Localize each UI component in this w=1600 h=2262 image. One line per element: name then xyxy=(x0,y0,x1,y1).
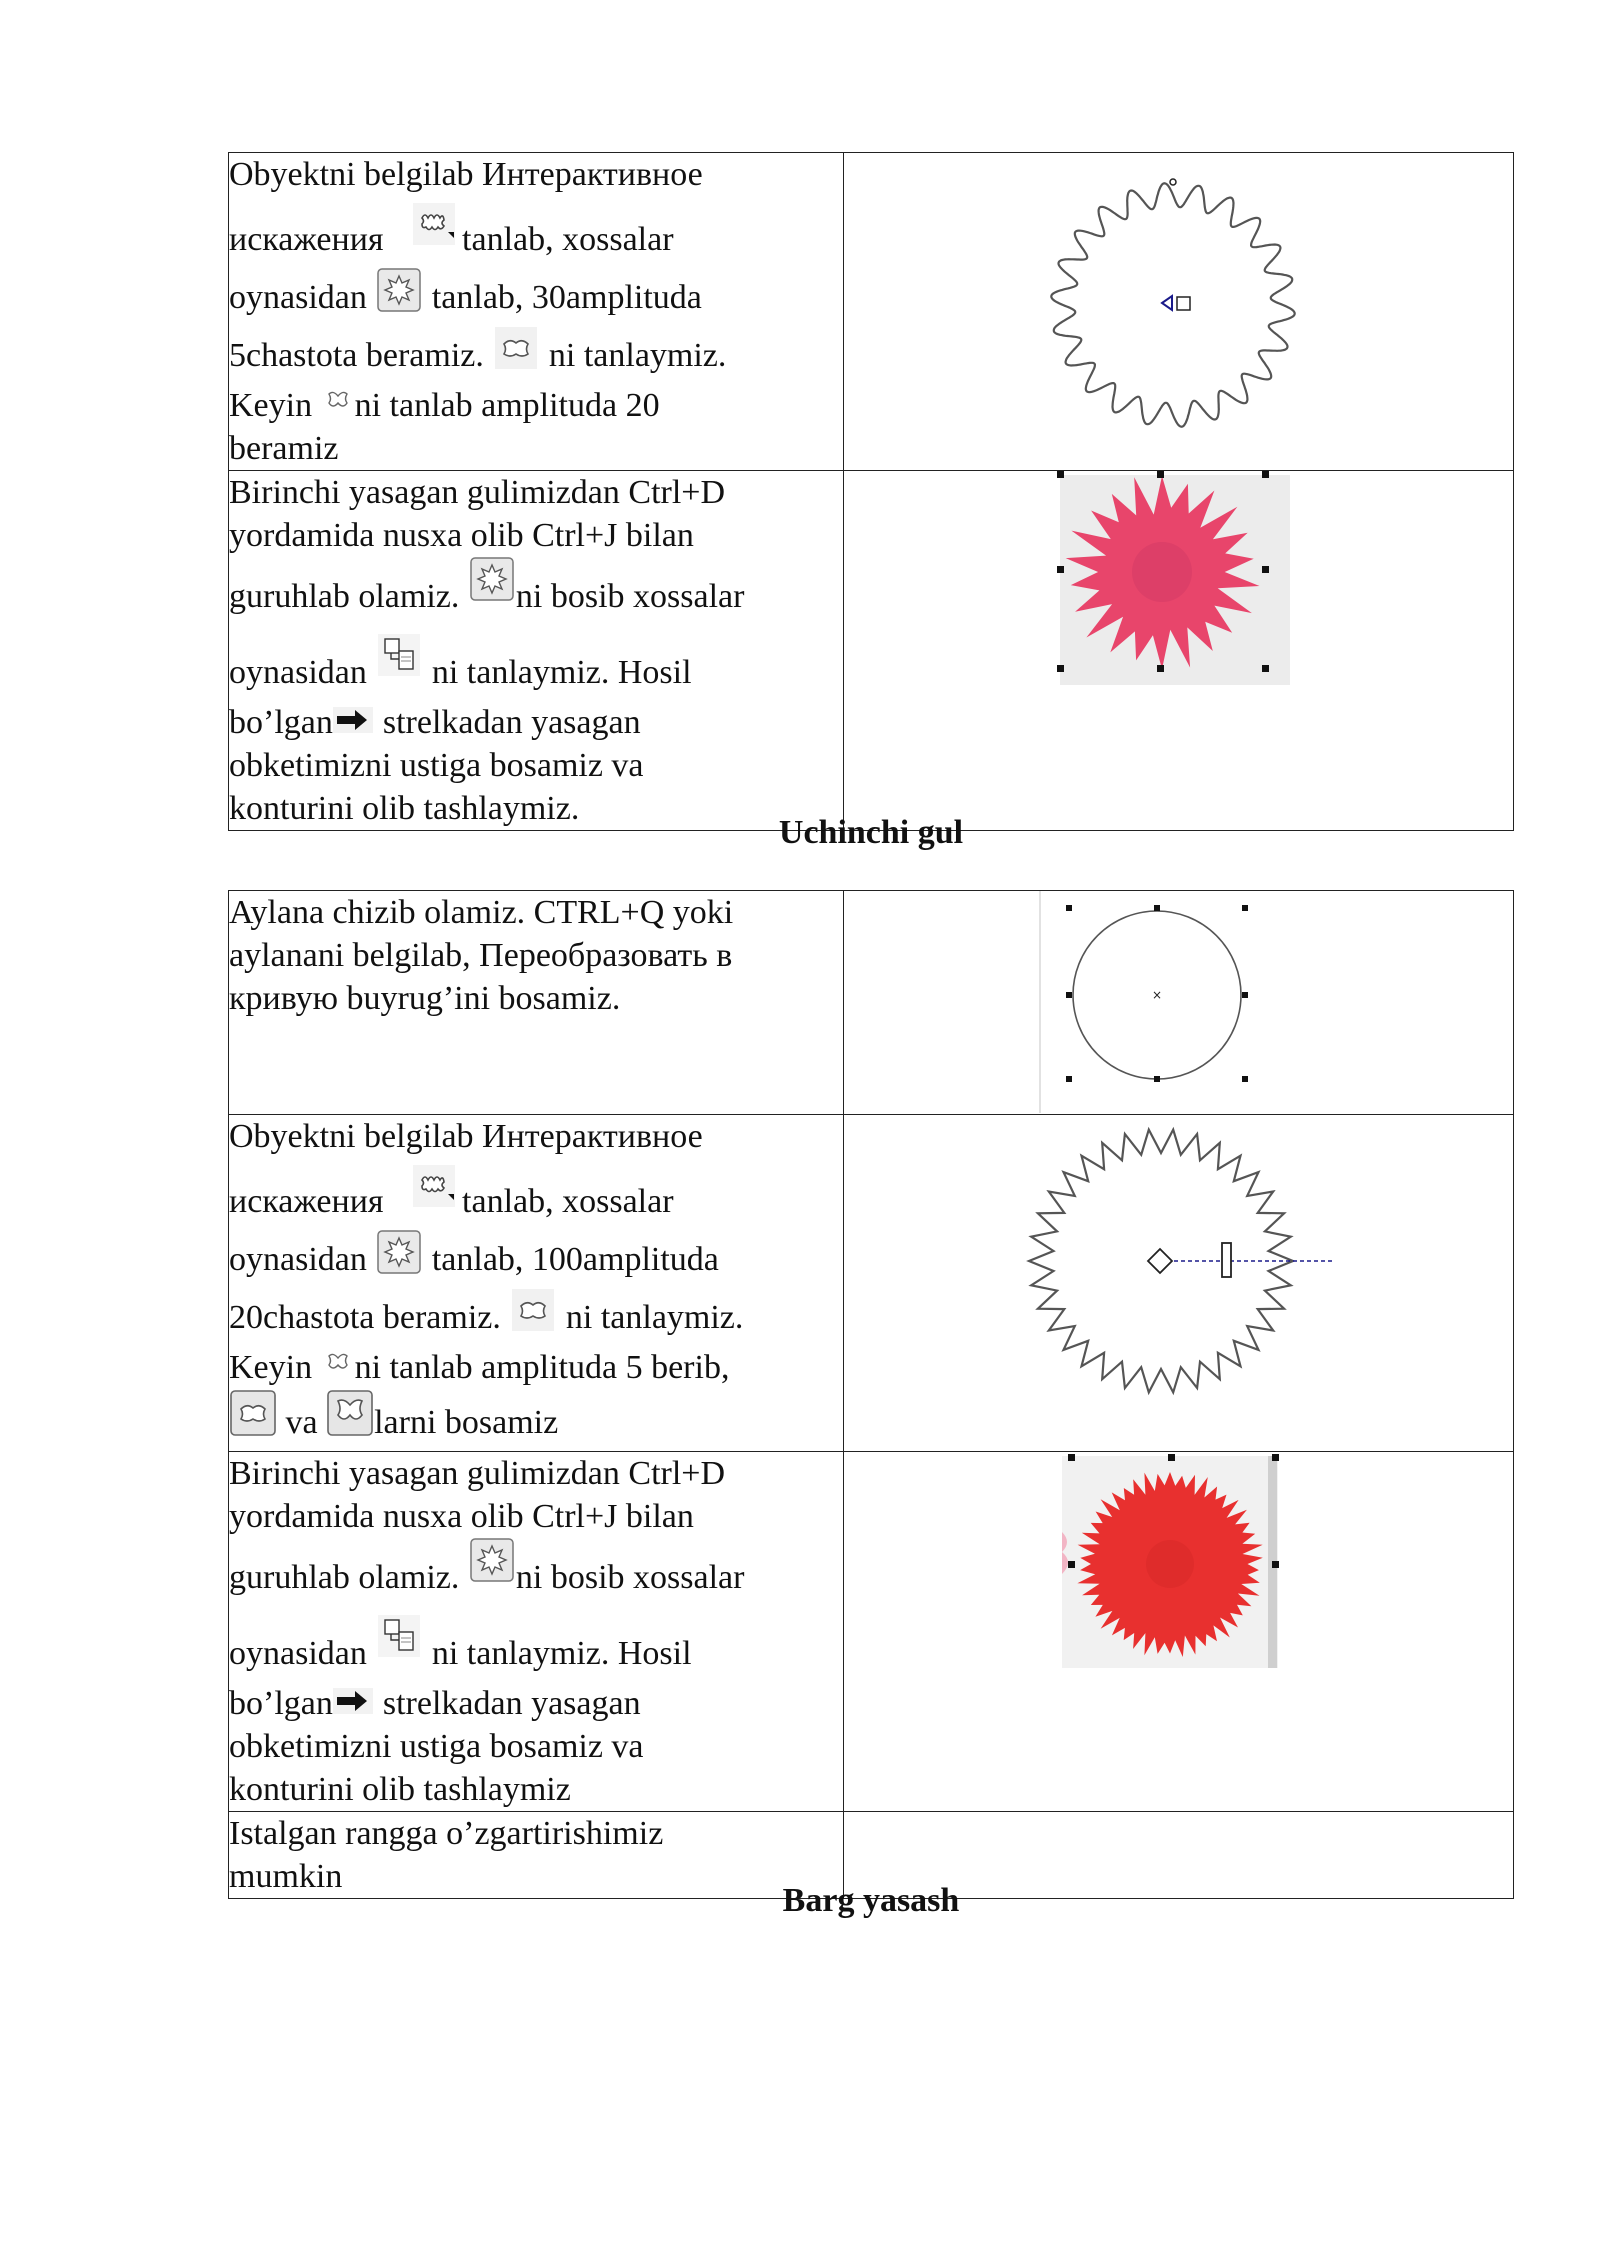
text-line: Istalgan rangga o’zgartirishimiz xyxy=(229,1815,664,1852)
text-line: Birinchi yasagan gulimizdan Ctrl+D xyxy=(229,474,726,511)
local-distort-icon xyxy=(326,1389,374,1437)
text-line: Keyin xyxy=(229,1349,313,1386)
illustration-cell xyxy=(844,153,1514,471)
text-line: 20chastota beramiz. xyxy=(229,1299,501,1336)
text-line: mumkin xyxy=(229,1858,343,1895)
instruction-text-cell xyxy=(229,471,844,831)
distort-tool-icon xyxy=(470,1538,514,1582)
text-line: tanlab, xossalar xyxy=(462,1183,674,1220)
distort-tool-icon xyxy=(412,1164,456,1208)
text-line: yordamida nusxa olib Ctrl+J bilan xyxy=(229,517,694,554)
text-line: guruhlab olamiz. xyxy=(229,578,460,615)
text-line: larni bosamiz xyxy=(374,1404,559,1441)
text-line: guruhlab olamiz. xyxy=(229,1559,460,1596)
text-line: oynasidan xyxy=(229,654,367,691)
flower-center xyxy=(1146,1540,1194,1588)
text-line: искажения xyxy=(229,1183,384,1220)
text-line: obketimizni ustiga bosamiz va xyxy=(229,1728,644,1765)
illustration-cell xyxy=(844,1452,1514,1812)
pink-flower-illustration xyxy=(844,471,1514,811)
section-heading: Uchinchi gul xyxy=(778,814,964,851)
text-line: Obyektni belgilab Интерактивное xyxy=(229,1118,703,1155)
text-line: ni bosib xossalar xyxy=(515,578,745,615)
text-line: strelkadan yasagan xyxy=(382,1685,641,1722)
illustration-cell xyxy=(844,1115,1514,1452)
text-line: кривую buyrug’ini bosamiz. xyxy=(229,980,621,1017)
illustration-cell xyxy=(844,471,1514,831)
text-line: tanlab, 30amplituda xyxy=(431,279,702,316)
flower-center xyxy=(1132,542,1192,602)
zipper-distort-icon xyxy=(377,268,421,312)
copy-properties-icon xyxy=(377,1614,421,1658)
text-line: bo’lgan xyxy=(229,1685,333,1722)
text-line: tanlab, xossalar xyxy=(462,221,674,258)
distort-tool-icon xyxy=(412,202,456,246)
distort-end-handle xyxy=(1222,1243,1231,1277)
table-row xyxy=(229,471,1514,831)
table-row xyxy=(229,1115,1514,1452)
illustration-cell xyxy=(844,891,1514,1115)
distort-tool-icon xyxy=(470,557,514,601)
instruction-table-2 xyxy=(228,890,1514,1899)
text-line: ni tanlaymiz. Hosil xyxy=(431,1635,692,1672)
local-distort-icon xyxy=(323,386,353,416)
text-line: oynasidan xyxy=(229,279,367,316)
smooth-distort-icon xyxy=(511,1288,555,1332)
text-line: beramiz xyxy=(229,430,339,467)
table-row xyxy=(229,1452,1514,1812)
smooth-distort-icon xyxy=(229,1389,277,1437)
text-line: va xyxy=(285,1404,318,1441)
text-line: yordamida nusxa olib Ctrl+J bilan xyxy=(229,1498,694,1535)
instruction-text-cell xyxy=(229,891,844,1115)
text-line: konturini olib tashlaymiz xyxy=(229,1771,571,1808)
instruction-table-1 xyxy=(228,152,1514,831)
node-handle xyxy=(1170,179,1176,185)
zigzag-circle-illustration xyxy=(844,153,1514,469)
text-line: Aylana chizib olamiz. CTRL+Q yoki xyxy=(229,894,734,931)
distort-center-handle xyxy=(1148,1249,1172,1273)
text-line: ni tanlaymiz. Hosil xyxy=(431,654,692,691)
text-line: ni tanlab amplituda 20 xyxy=(354,387,660,424)
text-line: aylanani belgilab, Переобразовать в xyxy=(229,937,733,974)
text-line: konturini olib tashlaymiz. xyxy=(229,790,580,827)
zipper-distort-icon xyxy=(377,1230,421,1274)
smooth-distort-icon xyxy=(494,326,538,370)
distort-center-handle xyxy=(1162,296,1172,310)
text-line: Birinchi yasagan gulimizdan Ctrl+D xyxy=(229,1455,726,1492)
text-line: Obyektni belgilab Интерактивное xyxy=(229,156,703,193)
text-line: tanlab, 100amplituda xyxy=(431,1241,719,1278)
section-heading: Barg yasash xyxy=(782,1882,960,1919)
circle-illustration xyxy=(844,891,1514,1113)
zigzag-circle-illustration xyxy=(844,1115,1514,1447)
local-distort-icon xyxy=(323,1348,353,1378)
text-line: ni tanlab amplituda 5 berib, xyxy=(354,1349,730,1386)
copy-properties-icon xyxy=(377,633,421,677)
arrow-icon xyxy=(333,1688,373,1714)
instruction-text-cell xyxy=(229,1452,844,1812)
red-flower-illustration xyxy=(844,1452,1514,1792)
text-line: oynasidan xyxy=(229,1241,367,1278)
text-line: ni tanlaymiz. xyxy=(548,337,727,374)
text-line: ni bosib xossalar xyxy=(515,1559,745,1596)
text-line: oynasidan xyxy=(229,1635,367,1672)
center-mark-icon: × xyxy=(1151,988,1163,1002)
text-line: Keyin xyxy=(229,387,313,424)
distort-end-handle xyxy=(1177,297,1190,310)
table-row xyxy=(229,891,1514,1115)
text-line: obketimizni ustiga bosamiz va xyxy=(229,747,644,784)
text-line: strelkadan yasagan xyxy=(382,704,641,741)
instruction-text-cell xyxy=(229,1115,844,1452)
table-row xyxy=(229,153,1514,471)
instruction-text-cell xyxy=(229,153,844,471)
text-line: bo’lgan xyxy=(229,704,333,741)
arrow-icon xyxy=(333,707,373,733)
text-line: искажения xyxy=(229,221,384,258)
text-line: 5chastota beramiz. xyxy=(229,337,484,374)
text-line: ni tanlaymiz. xyxy=(565,1299,744,1336)
